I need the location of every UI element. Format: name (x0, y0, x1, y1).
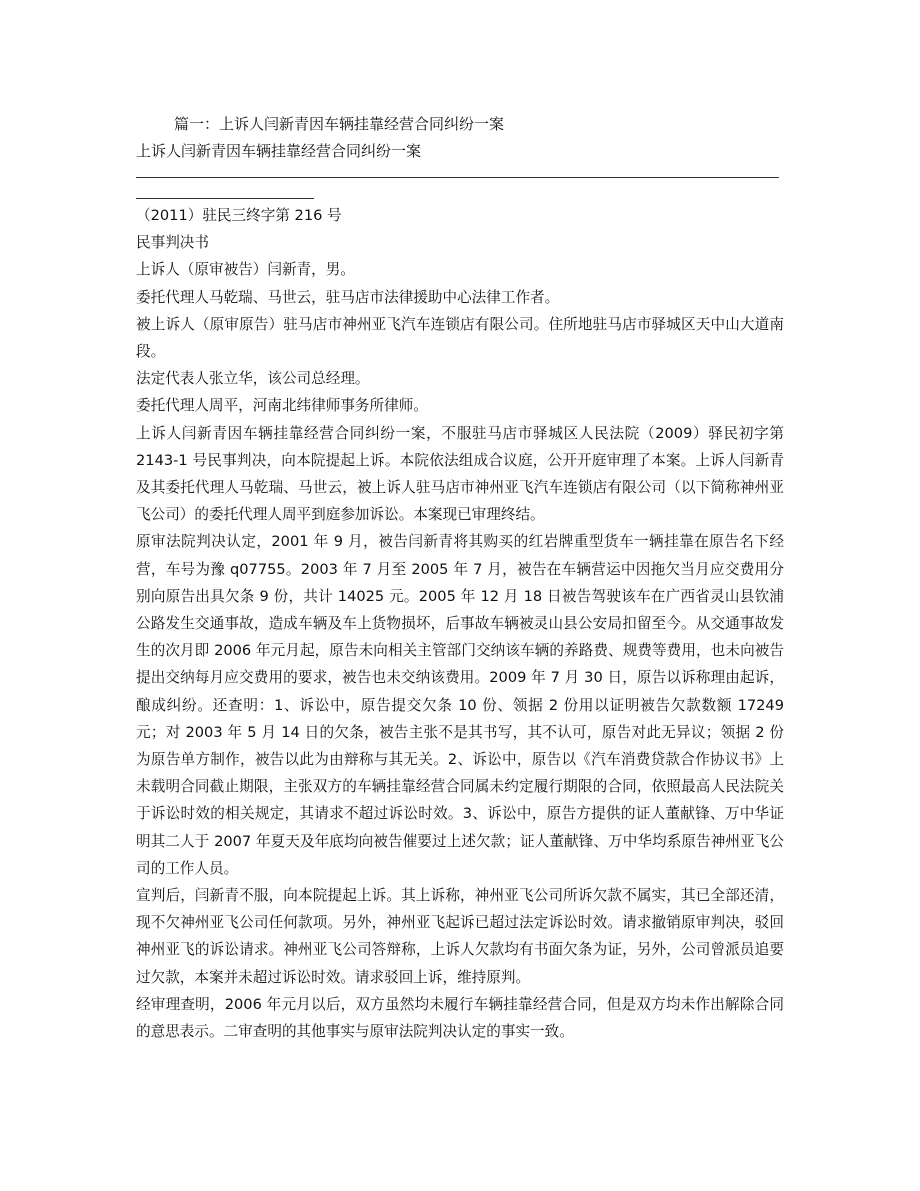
appeal-paragraph: 宣判后，闫新青不服，向本院提起上诉。其上诉称，神州亚飞公司所诉欠款不属实，其已全部还清，现不欠神州亚飞公司任何款项。另外，神州亚飞起诉已超过法定诉讼时效。请求撤销原审判决，驳回神州亚飞的诉讼请求。神州亚飞公司答辩称，上诉人欠款均有书面欠条为证，另外，公司曾派员追要过欠款，本案并未超过诉讼时效。请求驳回上诉，维持原判。 (136, 887, 784, 986)
original-judgment-paragraph: 原审法院判决认定，2001 年 9 月，被告闫新青将其购买的红岩牌重型货车一辆挂靠在原告名下经营，车号为豫 q07755。2003 年 7 月至 2005 年 7 月，被告在车辆营运中因拖欠当月应交费用分别向原告出具欠条 9 份，共计 14025 元。2005 年 12 月 18 日被告驾驶该车在广西省灵山县钦浦公路发生交通事故，造成车辆及车上货物损坏，后事故车辆被灵山县公安局扣留至今。从交通事故发生的次月即 2006 年元月起，原告未向相关主管部门交纳该车辆的养路费、规费等费用，也未向被告提出交纳每月应交费用的要求，被告也未交纳该费用。2009 年 7 月 30 日，原告以诉称理由起诉，酿成纠纷。还查明：1、诉讼中，原告提交欠条 10 份、领据 2 份用以证明被告欠款数额 17249 元；对 2003 年 5 月 14 日的欠条，被告主张不是其书写，其不认可，原告对此无异议；领据 2 份为原告单方制作，被告以此为由辩称与其无关。2、诉讼中，原告以《汽车消费贷款合作协议书》上未载明合同截止期限，主张双方的车辆挂靠经营合同属未约定履行期限的合同，依照最高人民法院关于诉讼时效的相关规定，其请求不超过诉讼时效。3、诉讼中，原告方提供的证人董献锋、万中华证明其二人于 2007 年夏天及年底均向被告催要过上述欠款；证人董献锋、万中华均系原告神州亚飞公司的工作人员。 (136, 533, 784, 877)
findings-paragraph: 经审理查明，2006 年元月以后，双方虽然均未履行车辆挂靠经营合同，但是双方均未作出解除合同的意思表示。二审查明的其他事实与原审法院判决认定的事实一致。 (136, 995, 784, 1041)
appellant: 上诉人（原审被告）闫新青，男。 (136, 261, 355, 279)
appellee: 被上诉人（原审原告）驻马店市神州亚飞汽车连锁店有限公司。住所地驻马店市驿城区天中山大道南段。 (136, 315, 784, 361)
case-number: （2011）驻民三终字第 216 号 (136, 207, 342, 224)
document-type: 民事判决书 (136, 234, 209, 252)
legal-representative: 法定代表人张立华，该公司总经理。 (136, 370, 370, 388)
document-body (136, 202, 784, 1045)
document-heading: 篇一：上诉人闫新青因车辆挂靠经营合同纠纷一案 (174, 115, 505, 133)
appellant-agents: 委托代理人马乾瑞、马世云，驻马店市法律援助中心法律工作者。 (136, 288, 560, 306)
divider-line (136, 177, 779, 178)
case-background-paragraph: 上诉人闫新青因车辆挂靠经营合同纠纷一案，不服驻马店市驿城区人民法院（2009）驿民初字第 2143-1 号民事判决，向本院提起上诉。本院依法组成合议庭，公开开庭审理了本案。上诉人闫新青及其委托代理人马乾瑞、马世云，被上诉人驻马店市神州亚飞汽车连锁店有限公司（以下简称神州亚飞公司）的委托代理人周平到庭参加诉讼。本案现已审理终结。 (136, 424, 784, 524)
divider-line-continuation (136, 198, 314, 199)
appellee-agent: 委托代理人周平，河南北纬律师事务所律师。 (136, 397, 428, 415)
document-subheading: 上诉人闫新青因车辆挂靠经营合同纠纷一案 (136, 142, 422, 160)
